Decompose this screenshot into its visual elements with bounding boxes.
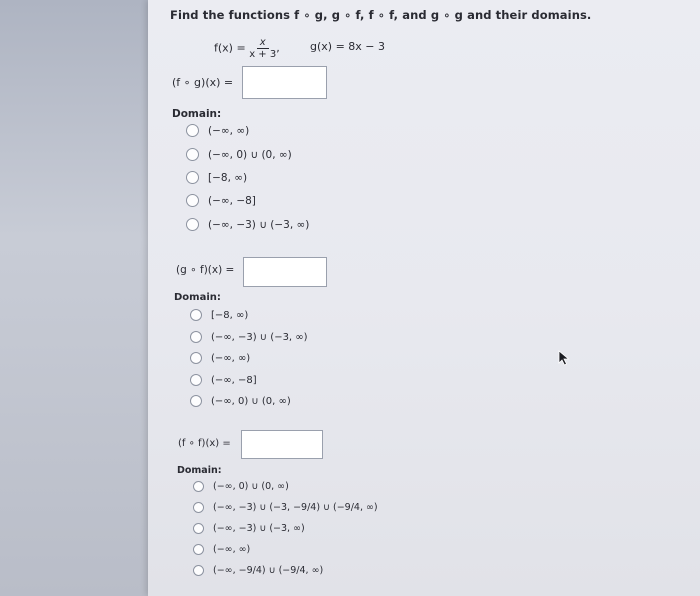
f-definition (214, 37, 280, 60)
option-text: (−∞, ∞) (213, 544, 251, 555)
fof-label: (f ∘ f)(x) = (178, 438, 231, 449)
radio-button[interactable] (190, 352, 202, 364)
fof-option-4[interactable] (193, 544, 250, 555)
radio-button[interactable] (193, 481, 204, 492)
option-text: (−∞, −3) ∪ (−3, ∞) (208, 218, 310, 231)
option-text: [−8, ∞) (211, 309, 249, 321)
gof-domain-label: Domain: (174, 292, 221, 303)
fog-option-2[interactable] (186, 148, 292, 161)
option-text: (−∞, ∞) (211, 352, 251, 364)
fog-domain-label: Domain: (172, 108, 222, 120)
g-definition: g(x) = 8x − 3 (310, 40, 386, 53)
gof-option-1[interactable] (190, 309, 248, 321)
fog-option-5[interactable] (186, 218, 309, 231)
background-left (0, 0, 150, 596)
fof-option-2[interactable] (193, 502, 378, 513)
option-text: (−∞, 0) ∪ (0, ∞) (213, 481, 289, 492)
fof-option-3[interactable] (193, 523, 305, 534)
option-text: (−∞, −3) ∪ (−3, ∞) (211, 331, 308, 343)
option-text: (−∞, 0) ∪ (0, ∞) (211, 395, 291, 407)
gof-option-3[interactable] (190, 352, 250, 364)
radio-button[interactable] (193, 523, 204, 534)
gof-option-4[interactable] (190, 374, 257, 386)
gof-option-2[interactable] (190, 331, 308, 343)
radio-button[interactable] (193, 565, 204, 576)
radio-button[interactable] (190, 395, 202, 407)
gof-option-5[interactable] (190, 395, 291, 407)
fog-answer-box[interactable] (242, 66, 327, 99)
option-text: (−∞, −8] (208, 194, 256, 207)
option-text: (−∞, −8] (211, 374, 257, 386)
radio-button[interactable] (186, 148, 199, 161)
option-text: [−8, ∞) (208, 171, 248, 184)
option-text: (−∞, −3) ∪ (−3, −9/4) ∪ (−9/4, ∞) (213, 502, 378, 513)
f-fraction (249, 37, 276, 60)
fog-label: (f ∘ g)(x) = (172, 76, 234, 89)
f-denominator: x + 3 (249, 49, 277, 60)
fof-option-5[interactable] (193, 565, 323, 576)
radio-button[interactable] (186, 171, 199, 184)
question-prompt: Find the functions f ∘ g, g ∘ f, f ∘ f, and g ∘ g and their domains. (170, 8, 592, 22)
fof-option-1[interactable] (193, 481, 289, 492)
radio-button[interactable] (193, 544, 204, 555)
fog-option-1[interactable] (186, 124, 249, 137)
radio-button[interactable] (190, 331, 202, 343)
f-numerator: x (257, 37, 269, 49)
fof-domain-label: Domain: (177, 465, 222, 476)
radio-button[interactable] (190, 374, 202, 386)
mouse-cursor-icon (558, 350, 570, 366)
radio-button[interactable] (190, 309, 202, 321)
gof-answer-box[interactable] (243, 257, 327, 287)
fof-answer-box[interactable] (241, 430, 323, 459)
gof-label: (g ∘ f)(x) = (176, 264, 235, 276)
option-text: (−∞, ∞) (208, 124, 250, 137)
option-text: (−∞, −3) ∪ (−3, ∞) (213, 523, 305, 534)
radio-button[interactable] (186, 194, 199, 207)
option-text: (−∞, 0) ∪ (0, ∞) (208, 148, 292, 161)
radio-button[interactable] (186, 124, 199, 137)
def-comma: , (276, 41, 280, 55)
fog-option-4[interactable] (186, 194, 256, 207)
radio-button[interactable] (193, 502, 204, 513)
f-lhs: f(x) = (214, 41, 246, 55)
fog-option-3[interactable] (186, 171, 247, 184)
option-text: (−∞, −9/4) ∪ (−9/4, ∞) (213, 565, 324, 576)
radio-button[interactable] (186, 218, 199, 231)
